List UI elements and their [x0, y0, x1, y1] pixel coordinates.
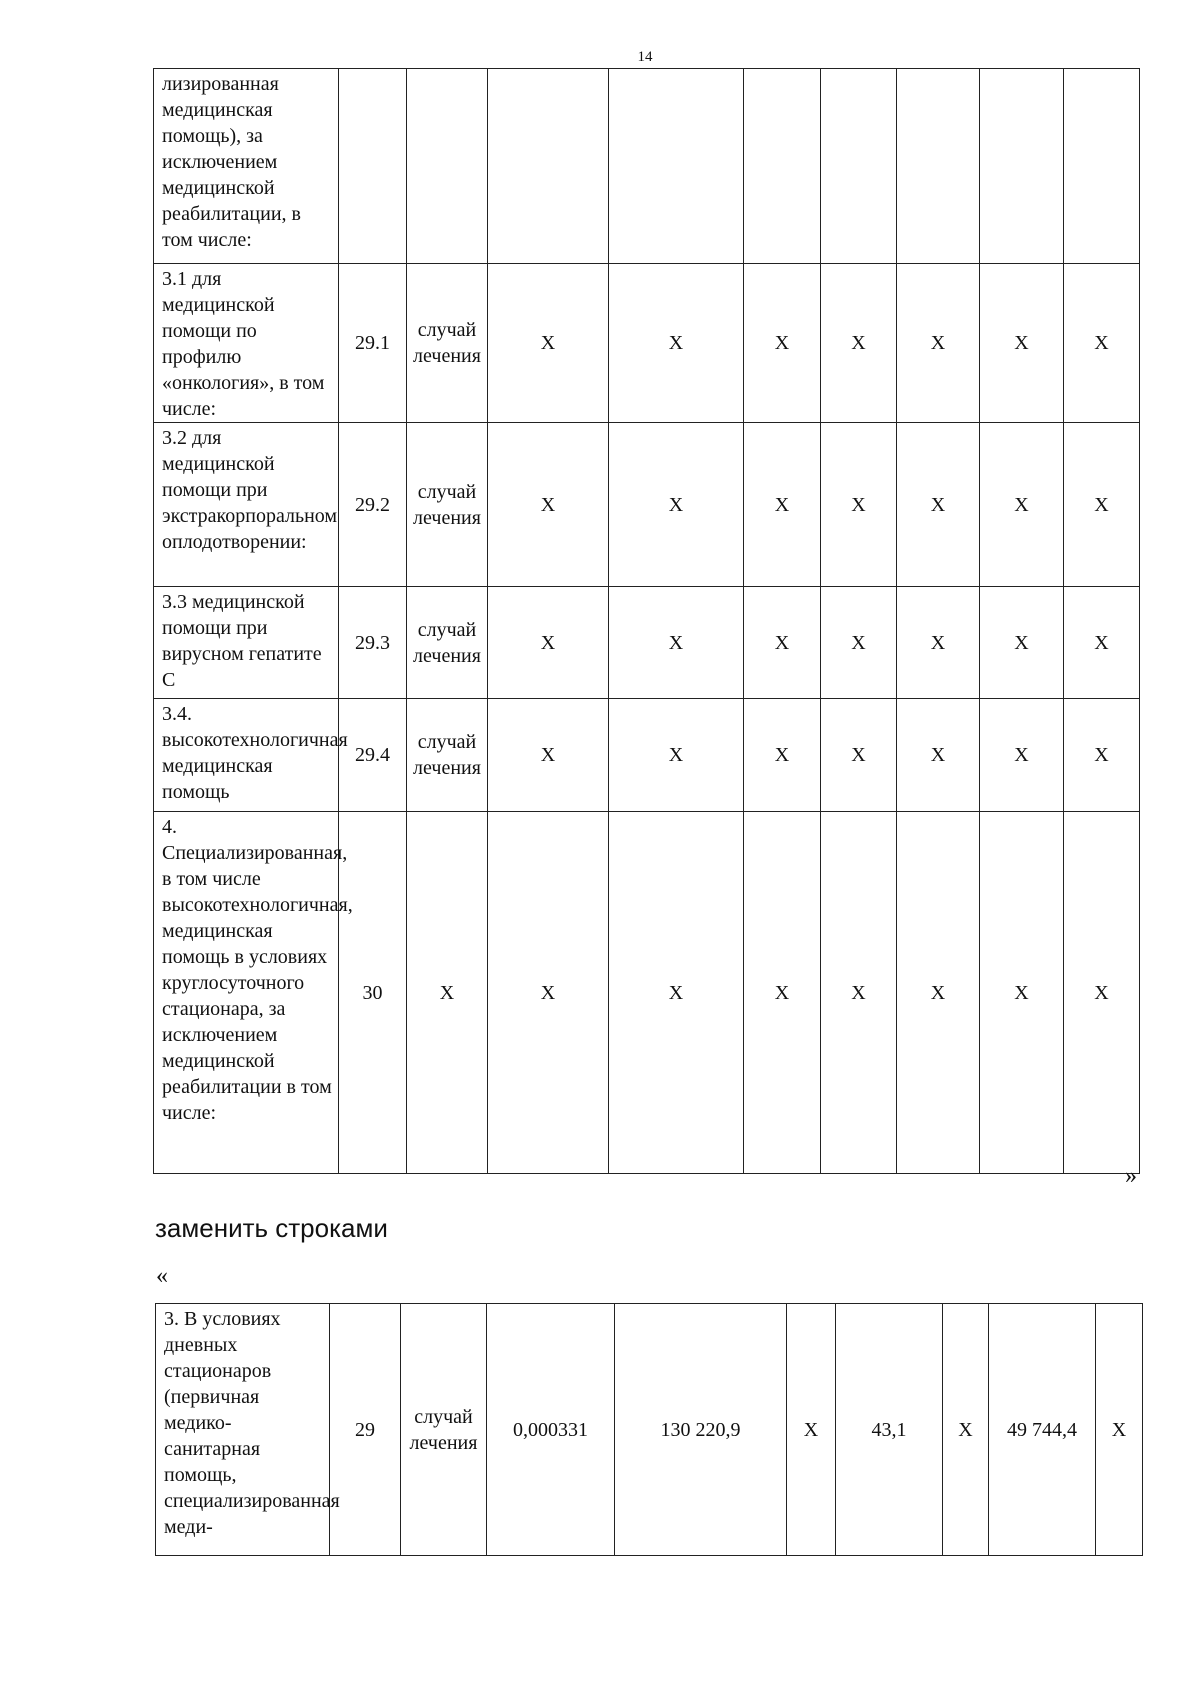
table-cell: X: [609, 587, 744, 699]
table-cell: [744, 69, 821, 264]
table-cell: X: [821, 587, 897, 699]
table-cell: X: [488, 264, 609, 423]
table-cell: X: [488, 423, 609, 587]
table-row: [154, 264, 1140, 423]
row-description: 3.3 медицинской помощи при вирусном гепатите С: [154, 587, 339, 699]
table-row: [154, 587, 1140, 699]
table-cell: X: [488, 699, 609, 812]
table-cell: X: [980, 587, 1064, 699]
table-cell: X: [897, 423, 980, 587]
table-cell: X: [744, 423, 821, 587]
row-unit: случай лечения: [407, 587, 488, 699]
row-unit: случай лечения: [407, 699, 488, 812]
table-cell: X: [897, 587, 980, 699]
page-number: 14: [637, 49, 653, 65]
row-unit: случай лечения: [401, 1304, 487, 1556]
table-cell: X: [943, 1304, 989, 1556]
table-cell: [821, 69, 897, 264]
table-row: [154, 423, 1140, 587]
table-row: [154, 699, 1140, 812]
table-cell: X: [980, 264, 1064, 423]
table-cell: X: [897, 264, 980, 423]
opening-quote-mark: «: [156, 1263, 168, 1289]
table-cell: X: [488, 812, 609, 1174]
table-cell: X: [897, 812, 980, 1174]
table-cell: X: [1096, 1304, 1143, 1556]
table-cell: X: [1064, 587, 1140, 699]
table-row: [154, 812, 1140, 1174]
table-cell: X: [1064, 423, 1140, 587]
table-cell: X: [821, 812, 897, 1174]
table-cell: [609, 69, 744, 264]
row-code: 29: [330, 1304, 401, 1556]
table-cell: [897, 69, 980, 264]
bottom-table: [155, 1303, 1143, 1556]
row-description: 4. Специализированная, в том числе высокотехнологичная, медицинская помощь в условиях круглосуточного стационара, за исключением медицинской реабилитации в том числе:: [154, 812, 339, 1174]
table-cell: [980, 69, 1064, 264]
table-cell: [488, 69, 609, 264]
row-code: 29.1: [339, 264, 407, 423]
row-code: 29.3: [339, 587, 407, 699]
table-cell: X: [1064, 264, 1140, 423]
table-row: [154, 69, 1140, 264]
row-code: 29.4: [339, 699, 407, 812]
table-cell: 0,000331: [487, 1304, 615, 1556]
row-unit: X: [407, 812, 488, 1174]
row-description: 3.1 для медицинской помощи по профилю «онкология», в том числе:: [154, 264, 339, 423]
row-unit: [407, 69, 488, 264]
row-description: 3.4. высокотехнологичная медицинская помощь: [154, 699, 339, 812]
row-description: 3.2 для медицинской помощи при экстракорпоральном оплодотворении:: [154, 423, 339, 587]
table-cell: X: [609, 423, 744, 587]
table-cell: X: [821, 699, 897, 812]
table-cell: X: [897, 699, 980, 812]
table-cell: 43,1: [836, 1304, 943, 1556]
table-cell: X: [744, 587, 821, 699]
table-cell: X: [821, 423, 897, 587]
table-cell: X: [488, 587, 609, 699]
row-code: 29.2: [339, 423, 407, 587]
table-cell: X: [1064, 812, 1140, 1174]
closing-quote-mark: »: [1125, 1163, 1137, 1189]
row-description: 3. В условиях дневных стационаров (первичная медико-санитарная помощь, специализированная меди-: [156, 1304, 330, 1556]
table-cell: X: [980, 423, 1064, 587]
table-cell: X: [744, 699, 821, 812]
table-cell: X: [609, 699, 744, 812]
row-unit: случай лечения: [407, 423, 488, 587]
table-cell: X: [744, 264, 821, 423]
table-cell: X: [787, 1304, 836, 1556]
table-cell: 130 220,9: [615, 1304, 787, 1556]
table-cell: X: [744, 812, 821, 1174]
row-code: 30: [339, 812, 407, 1174]
row-unit: случай лечения: [407, 264, 488, 423]
table-cell: X: [609, 812, 744, 1174]
row-description: лизированная медицинская помощь), за исключением медицинской реабилитации, в том числе:: [154, 69, 339, 264]
replace-instruction: заменить строками: [155, 1213, 388, 1243]
table-cell: X: [1064, 699, 1140, 812]
table-cell: X: [980, 812, 1064, 1174]
table-cell: 49 744,4: [989, 1304, 1096, 1556]
table-cell: X: [609, 264, 744, 423]
table-row: [156, 1304, 1143, 1556]
table-cell: X: [980, 699, 1064, 812]
row-code: [339, 69, 407, 264]
table-cell: [1064, 69, 1140, 264]
top-table: [153, 68, 1140, 1174]
table-cell: X: [821, 264, 897, 423]
